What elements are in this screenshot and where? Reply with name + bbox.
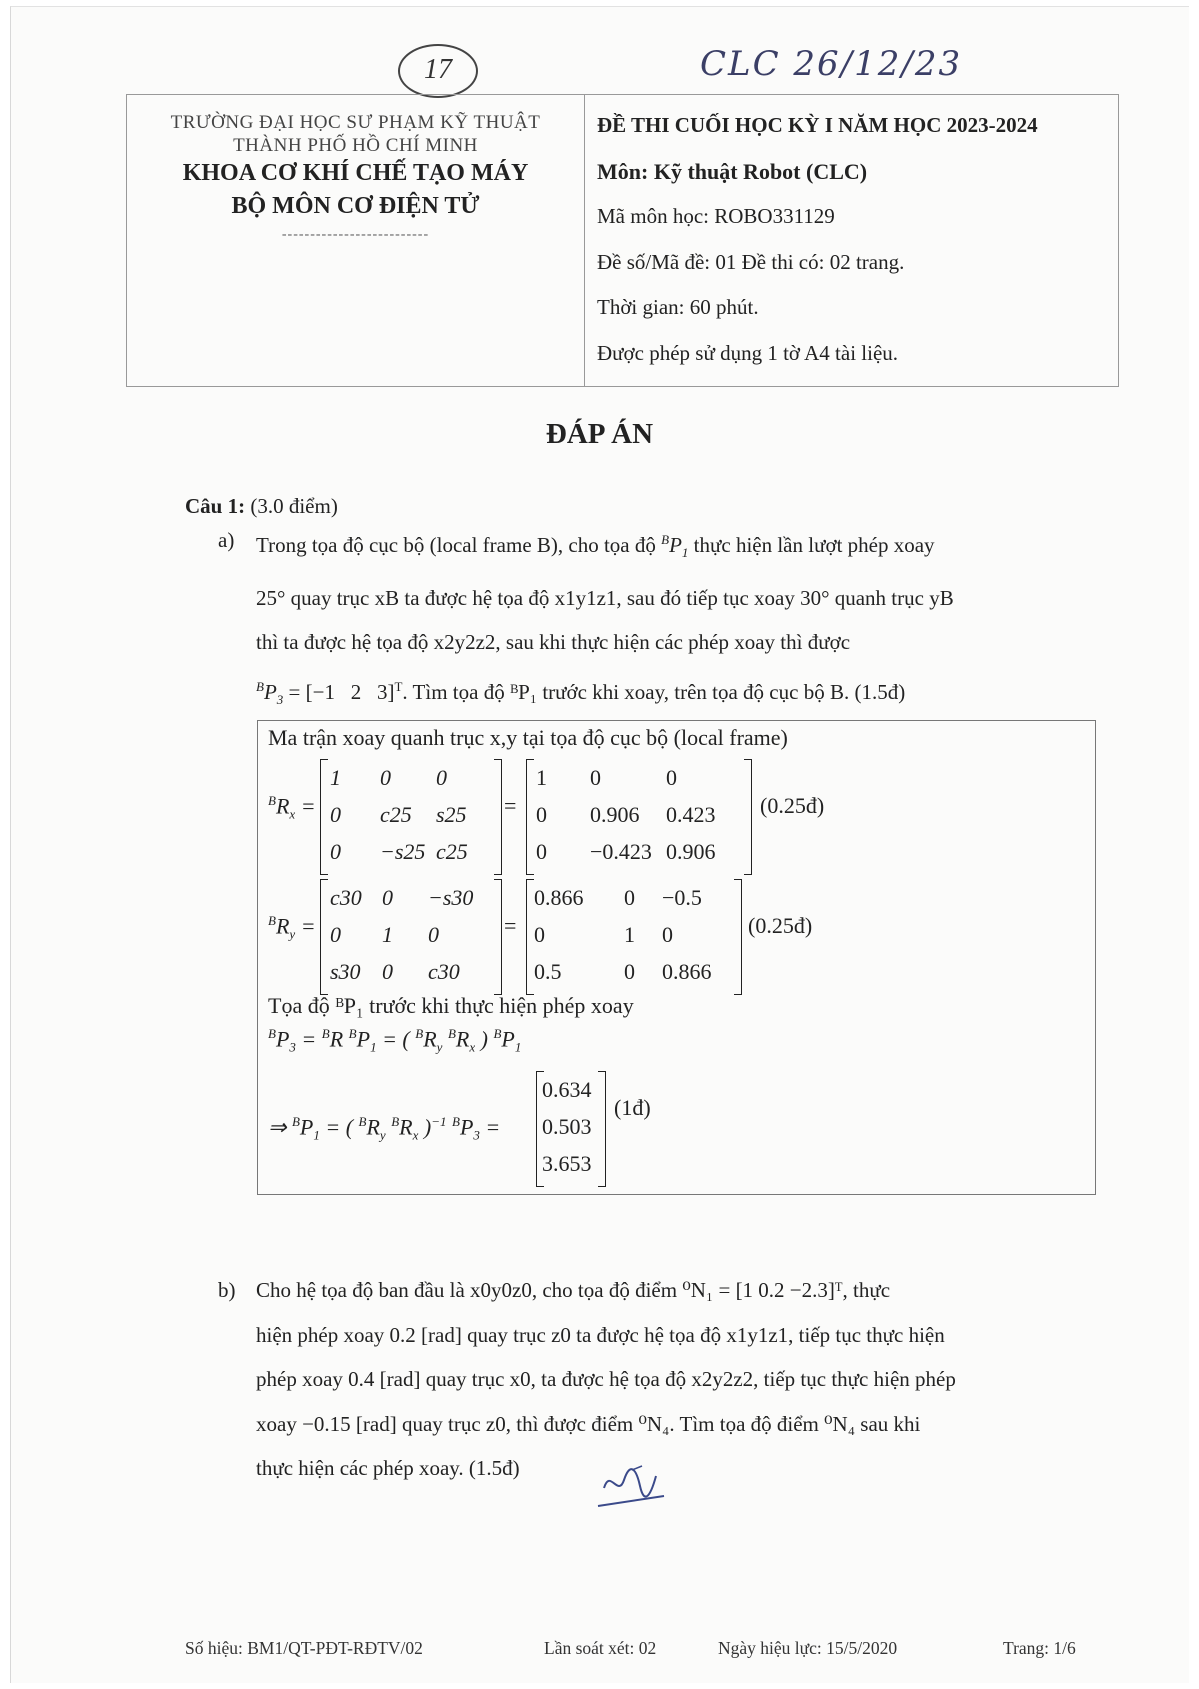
matrix-cell: c30: [330, 885, 362, 910]
equation-p1: ⇒ $^BP_1$ = ( $^BR_y$ $^BR_x$ )$^{-1}$ $^BP_3$ =: [268, 1114, 501, 1143]
matrix-cell: 0: [330, 802, 341, 827]
matrix-cell: 0.634: [542, 1077, 592, 1102]
part-a-line2: 25° quay trục xB ta được hệ tọa độ x1y1z1, sau đó tiếp tục xoay 30° quanh trục yB: [256, 585, 954, 610]
department-name: BỘ MÔN CƠ ĐIỆN TỬ: [231, 193, 480, 219]
part-b-label: b): [218, 1278, 236, 1302]
matrix-cell: s25: [436, 802, 467, 827]
exam-info: [585, 95, 1119, 387]
subject: Môn: Kỹ thuật Robot (CLC): [597, 158, 868, 184]
matrix-cell: 0: [428, 922, 439, 947]
exam-header: [126, 94, 1119, 387]
footer-effective-date: Ngày hiệu lực: 15/5/2020: [718, 1638, 898, 1658]
question-1-title: [185, 494, 338, 519]
page-title: ĐÁP ÁN: [545, 418, 654, 450]
matrix-cell: s30: [330, 959, 361, 984]
matrix-cell: 0: [536, 802, 547, 827]
part-a-line1: Trong tọa độ cục bộ (local frame B), cho tọa độ $^BP_1$ thực hiện lần lượt phép xoay: [256, 532, 935, 561]
matrix-cell: c25: [380, 802, 412, 827]
question-points: (3.0 điểm): [250, 494, 338, 518]
matrix-cell: 0.5: [534, 959, 562, 984]
matrix-cell: 0: [330, 922, 341, 947]
matrix-cell: 1: [536, 765, 547, 790]
footer-doc-code: Số hiệu: BM1/QT-PĐT-RĐTV/02: [185, 1638, 423, 1658]
materials: Được phép sử dụng 1 tờ A4 tài liệu.: [597, 340, 899, 365]
matrix-cell: 0: [590, 765, 601, 790]
part-a-line3: thì ta được hệ tọa độ x2y2z2, sau khi thực hiện các phép xoay thì được: [256, 630, 851, 655]
exam-title: ĐỀ THI CUỐI HỌC KỲ I NĂM HỌC 2023-2024: [597, 113, 1038, 137]
matrix-cell: 0.866: [534, 885, 584, 910]
p1-heading: Tọa độ ᴮP₁ trước khi thực hiện phép xoay: [268, 993, 634, 1018]
equation-p3: $^BP_3 = ^BR$ $^BP_1$ = ( $^BR_y$ $^BR_x$ ) $^BP_1$: [268, 1026, 522, 1055]
matrix-cell: 3.653: [542, 1151, 592, 1176]
matrix-cell: 0.503: [542, 1114, 592, 1139]
faculty-name: KHOA CƠ KHÍ CHẾ TẠO MÁY: [182, 160, 529, 186]
handwritten-number: 17: [398, 44, 478, 98]
matrix-cell: −s30: [428, 885, 474, 910]
answer-heading: Ma trận xoay quanh trục x,y tại tọa độ cục bộ (local frame): [268, 725, 788, 750]
matrix-cell: 0: [382, 959, 393, 984]
school-name-line1: TRƯỜNG ĐẠI HỌC SƯ PHẠM KỸ THUẬT: [170, 112, 541, 133]
part-b-line4: xoay −0.15 [rad] quay trục z0, thì được điểm ⁰N₄. Tìm tọa độ điểm ⁰N₄ sau khi: [256, 1411, 921, 1436]
matrix-cell: −s25: [380, 839, 426, 864]
matrix-cell: 0: [330, 839, 341, 864]
matrix-cell: 0.906: [666, 839, 716, 864]
matrix-cell: 0: [624, 885, 635, 910]
answer-box: Ma trận xoay quanh trục x,y tại tọa độ cục bộ (local frame) $^BR_x$ = 1 0 0 0 c25 s25 0 −s25 c25 = 1 0 0 0 0.906 0.423 0 −0.423 0.906 (0.25đ) $^BR_y$ = c30 0 −s30 0 1 0 s30 0 c30 = 0.866 0 −0.5 0 1 0 0.5 0 0.866 (0.25đ) Tọa độ ᴮP₁ trước khi thực hiện phép xoay $^BP_3 = ^BR$ $^BP_1$ = ( $^BR_y$ $^BR_x$ ) $^BP_1$ ⇒ $^BP_1$ = ( $^BR_y$ $^BR_x$ )$^{-1}$ $^BP_3$ = 0.634 0.503 3.653 (1đ): [257, 720, 1096, 1195]
school-info: [127, 95, 585, 387]
ry-points: (0.25đ): [748, 913, 813, 938]
matrix-cell: c25: [436, 839, 468, 864]
part-b-line1: Cho hệ tọa độ ban đầu là x0y0z0, cho tọa độ điểm ⁰N₁ = [1 0.2 −2.3]ᵀ, thực: [256, 1278, 891, 1302]
separator: --------------------------: [281, 227, 430, 242]
matrix-cell: −0.423: [590, 839, 652, 864]
exam-code: Đề số/Mã đề: 01 Đề thi có: 02 trang.: [597, 249, 905, 274]
matrix-cell: 0: [436, 765, 447, 790]
signature: [592, 1458, 672, 1518]
matrix-cell: 0: [624, 959, 635, 984]
matrix-cell: 1: [382, 922, 393, 947]
matrix-cell: 1: [624, 922, 635, 947]
matrix-cell: 0: [666, 765, 677, 790]
matrix-cell: 0: [534, 922, 545, 947]
handwritten-date: CLC 26/12/23: [700, 44, 963, 84]
matrix-cell: 0.423: [666, 802, 716, 827]
part-a: [218, 518, 1094, 722]
ry-label: $^BR_y$ =: [268, 913, 316, 942]
part-b-line3: phép xoay 0.4 [rad] quay trục x0, ta được hệ tọa độ x2y2z2, tiếp tục thực hiện phép: [256, 1367, 956, 1391]
school-name-line2: THÀNH PHỐ HỒ CHÍ MINH: [233, 135, 478, 156]
part-b-line2: hiện phép xoay 0.2 [rad] quay trục z0 ta được hệ tọa độ x1y1z1, tiếp tục thực hiện: [256, 1322, 945, 1347]
duration: Thời gian: 60 phút.: [597, 295, 759, 319]
matrix-cell: 0: [662, 922, 673, 947]
matrix-cell: 0.866: [662, 959, 712, 984]
matrix-cell: 0: [382, 885, 393, 910]
part-a-label: a): [218, 528, 235, 552]
rx-label: $^BR_x$ =: [268, 793, 316, 822]
matrix-cell: 1: [330, 765, 341, 790]
matrix-cell: c30: [428, 959, 460, 984]
matrix-cell: 0: [536, 839, 547, 864]
footer-revision: Lần soát xét: 02: [544, 1638, 657, 1658]
matrix-cell: 0.906: [590, 802, 640, 827]
part-a-line4: $^BP_3 = [-1$ 2 3]$^T$. Tìm tọa độ ᴮP₁ trước khi xoay, trên tọa độ cục bộ B. (1.5đ): [256, 678, 906, 707]
course-code: Mã môn học: ROBO331129: [597, 204, 835, 228]
result-points: (1đ): [614, 1095, 651, 1120]
footer-page: Trang: 1/6: [1003, 1638, 1076, 1658]
rx-points: (0.25đ): [760, 793, 825, 818]
question-label: Câu 1:: [185, 494, 246, 518]
part-b-line5: thực hiện các phép xoay. (1.5đ): [256, 1456, 520, 1480]
matrix-cell: −0.5: [662, 885, 702, 910]
part-b: [218, 1268, 1094, 1491]
matrix-cell: 0: [380, 765, 391, 790]
